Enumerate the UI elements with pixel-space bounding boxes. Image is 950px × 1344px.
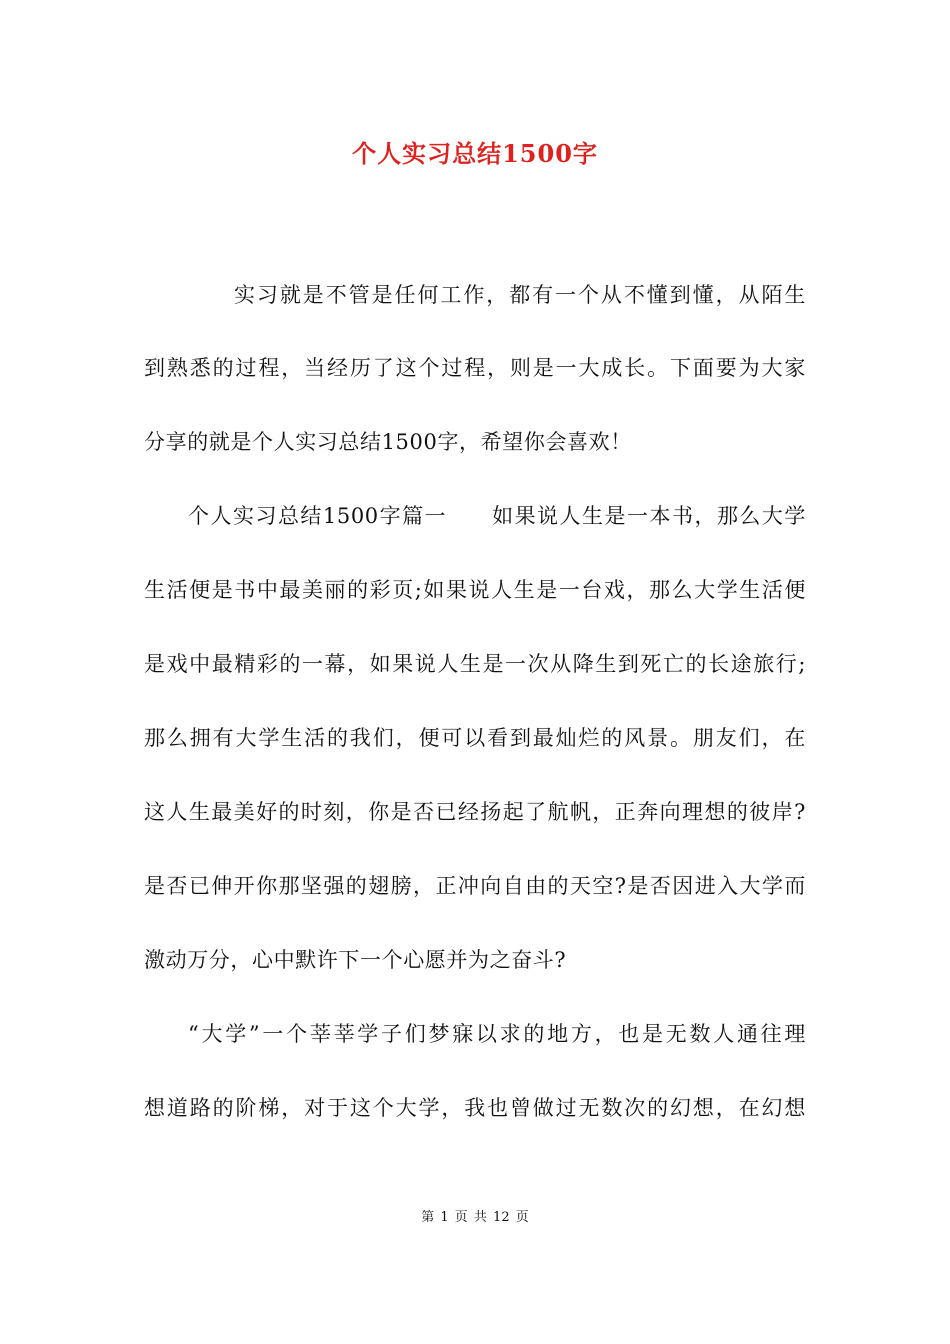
text-line: 个人实习总结1500字篇一 如果说人生是一本书，那么大学 xyxy=(188,504,806,528)
document-title: 个人实习总结1500字 xyxy=(352,139,598,168)
text-line: “大学”一个莘莘学子们梦寐以求的地方，也是无数人通往理 xyxy=(188,1022,806,1046)
text-line: 分享的就是个人实习总结1500字，希望你会喜欢！ xyxy=(144,430,632,454)
text-line: 那么拥有大学生活的我们，便可以看到最灿烂的风景。朋友们，在 xyxy=(144,726,806,750)
page-footer: 第 1 页 共 12 页 xyxy=(421,1210,529,1225)
text-line: 是戏中最精彩的一幕，如果说人生是一次从降生到死亡的长途旅行; xyxy=(144,652,806,676)
text-line: 到熟悉的过程，当经历了这个过程，则是一大成长。下面要为大家 xyxy=(144,356,806,380)
text-line: 实习就是不管是任何工作，都有一个从不懂到懂，从陌生 xyxy=(234,283,806,307)
text-line: 生活便是书中最美丽的彩页;如果说人生是一台戏，那么大学生活便 xyxy=(144,578,806,602)
text-line: 想道路的阶梯，对于这个大学，我也曾做过无数次的幻想，在幻想 xyxy=(144,1096,806,1120)
text-line: 这人生最美好的时刻，你是否已经扬起了航帆，正奔向理想的彼岸? xyxy=(144,800,806,824)
text-line: 是否已伸开你那坚强的翅膀，正冲向自由的天空?是否因进入大学而 xyxy=(144,874,806,898)
text-line: 激动万分，心中默许下一个心愿并为之奋斗? xyxy=(144,948,567,972)
